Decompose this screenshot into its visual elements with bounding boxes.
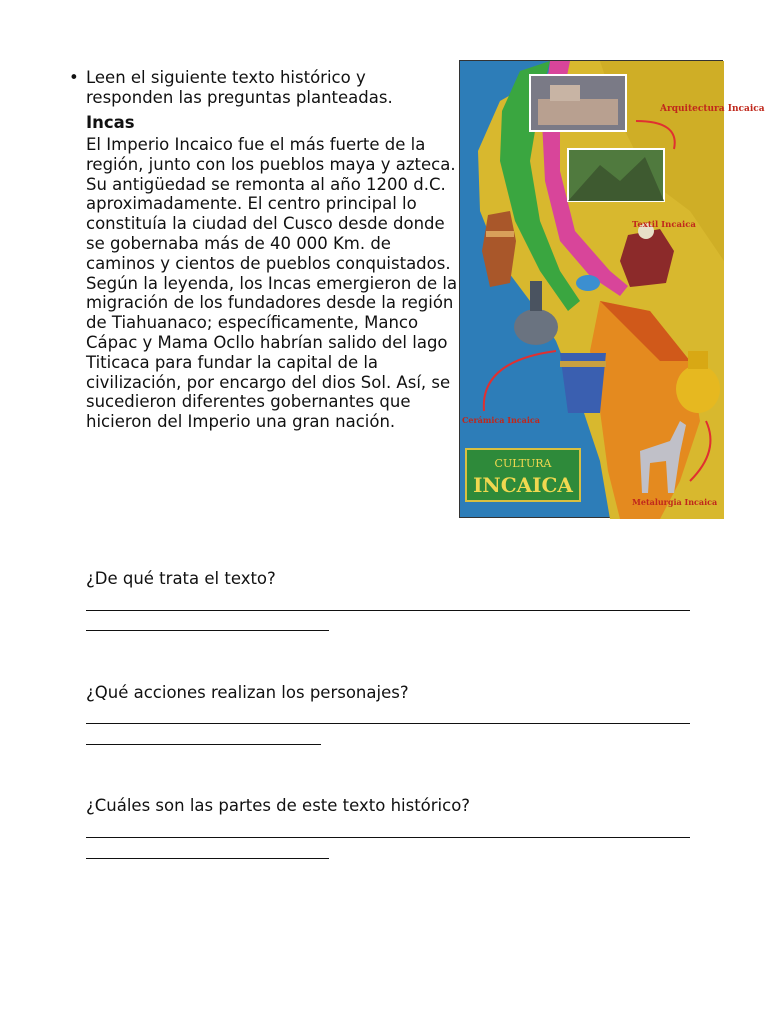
answer-line-1a[interactable] xyxy=(86,610,690,611)
answer-line-1b[interactable] xyxy=(86,630,329,631)
label-metalurgia: Metalurgia Incaica xyxy=(632,497,718,507)
answer-line-3a[interactable] xyxy=(86,837,690,838)
map-title-bottom: INCAICA xyxy=(473,473,573,497)
map-title-top: CULTURA xyxy=(494,457,552,470)
historical-text xyxy=(86,135,458,432)
label-textil: Textil Incaica xyxy=(632,220,696,230)
historical-paragraph: El Imperio Incaico fue el más fuerte de la región, junto con los pueblos maya y azteca. Su antigüedad se remonta al año 1200 d.C. aproximadamente. El centro principal lo constituía la ciudad del Cusco desde donde se gobernaba más de 40 000 Km. de caminos y cientos de pueblos conquistados. Según la leyenda, los Incas emergieron de la migración de los fundadores desde la región de Tiahuanaco; específicamente, Manco Cápac y Mama Ocllo habrían salido del lago Titicaca para fundar la capital de la civilización, por encargo del dios Sol. Así, se sucedieron diferentes gobernantes que hicieron del Imperio una gran nación. xyxy=(86,135,458,432)
answer-line-2b[interactable] xyxy=(86,744,321,745)
answer-line-3b[interactable] xyxy=(86,858,329,859)
question-2: ¿Qué acciones realizan los personajes? xyxy=(86,683,409,702)
inca-culture-map-image xyxy=(459,60,765,518)
question-3: ¿Cuáles son las partes de este texto histórico? xyxy=(86,796,471,815)
answer-line-2a[interactable] xyxy=(86,723,690,724)
section-heading: Incas xyxy=(86,113,135,132)
label-ceramica: Cerámica Incaica xyxy=(462,415,540,425)
instruction-text: Leen el siguiente texto histórico y responden las preguntas planteadas. xyxy=(86,68,393,107)
question-1: ¿De qué trata el texto? xyxy=(86,569,276,588)
bullet-point: • xyxy=(69,68,79,87)
map-illustration xyxy=(460,61,765,519)
label-arquitectura: Arquitectura Incaica xyxy=(660,104,765,114)
